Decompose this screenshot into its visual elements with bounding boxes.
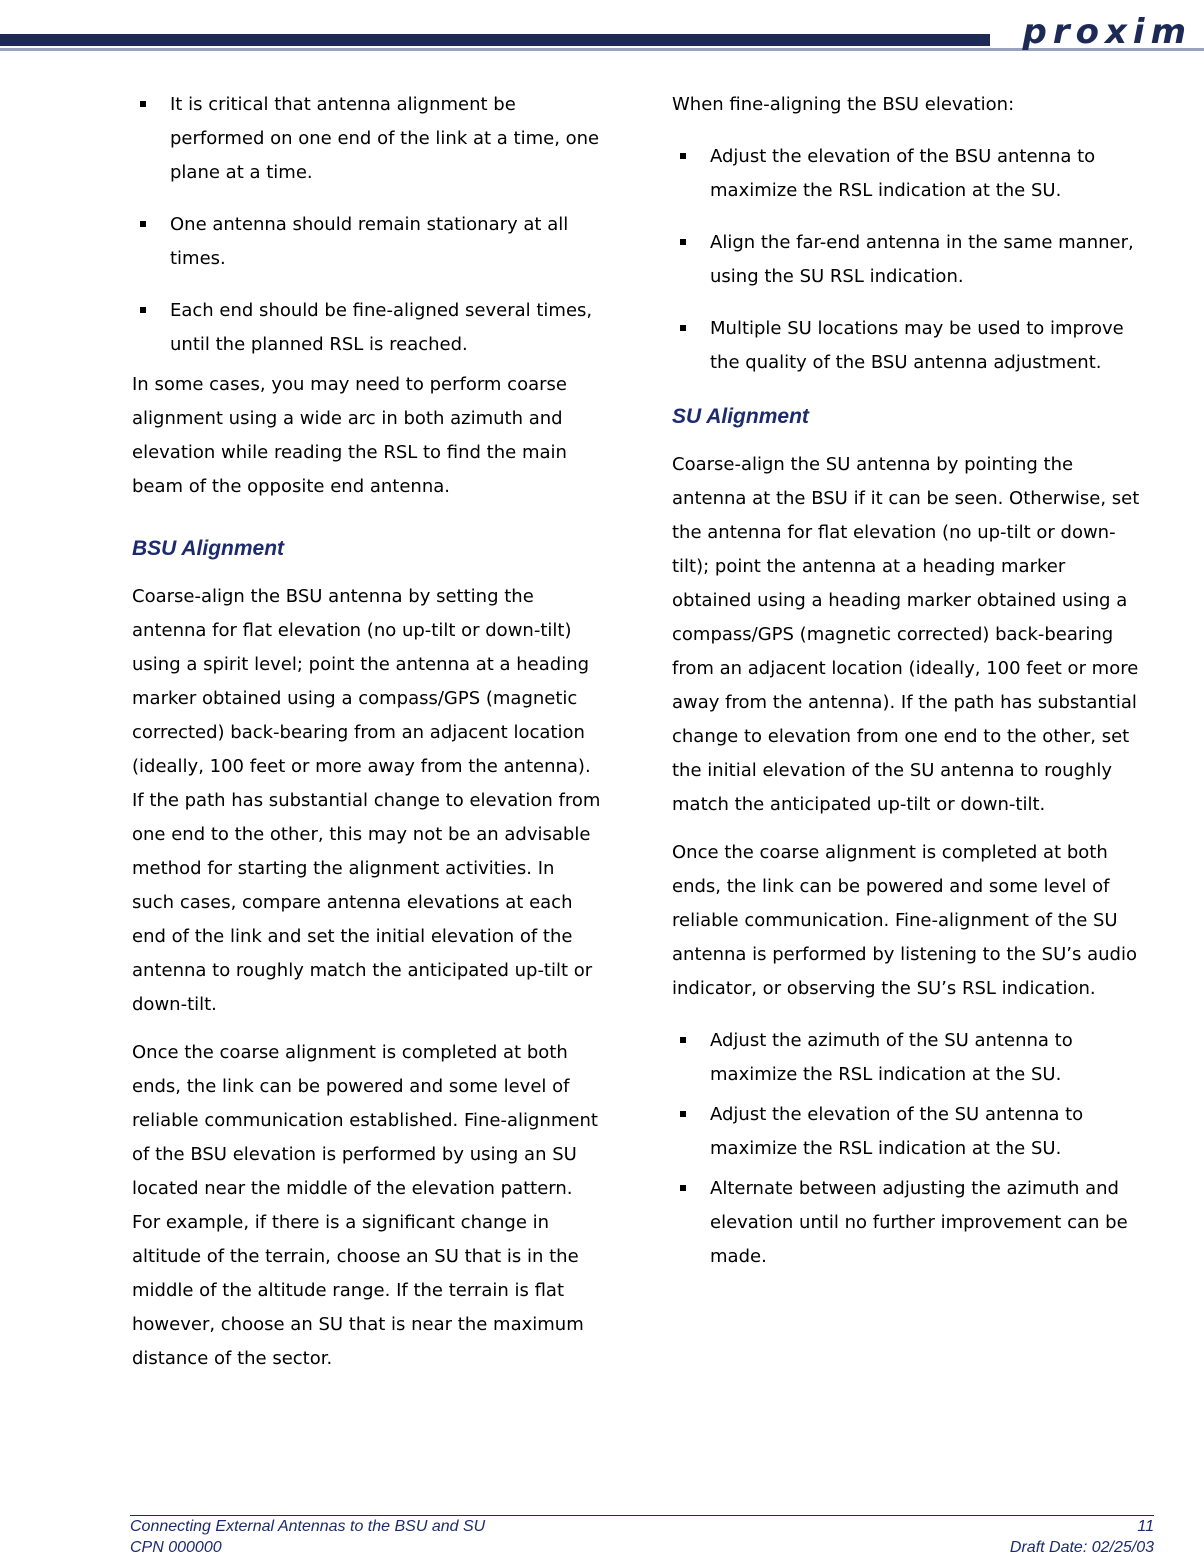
coarse-alignment-paragraph: In some cases, you may need to perform coarse alignment using a wide arc in both azimuth and elevation while reading the RSL to find the main beam of the opposite end antenna. bbox=[132, 374, 567, 497]
right-bullet: Adjust the elevation of the BSU antenna to maximize the RSL indication at the SU. bbox=[672, 140, 1144, 208]
right-bullet: Adjust the azimuth of the SU antenna to maximize the RSL indication at the SU. bbox=[672, 1024, 1144, 1092]
fine-align-intro: When fine-aligning the BSU elevation: bbox=[672, 94, 1015, 115]
footer-draft-date: Draft Date: 02/25/03 bbox=[1009, 1539, 1154, 1556]
bullet-square-icon bbox=[680, 325, 686, 331]
bsu-alignment-heading: BSU Alignment bbox=[132, 537, 285, 560]
left-bullet: Each end should be fine-aligned several times, until the planned RSL is reached. bbox=[132, 294, 602, 362]
right-bullet: Align the far-end antenna in the same manner, using the SU RSL indication. bbox=[672, 226, 1144, 294]
bsu-fine-paragraph: Once the coarse alignment is completed at both ends, the link can be powered and some level of reliable communication established. Fine-alignment of the BSU elevation is performed by using an SU located near the middle of the elevation pattern. For example, if there is a significant change in altitude of the terrain, choose an SU that is in the middle of the altitude range. If the terrain is flat however, choose an SU that is near the maximum distance of the sector. bbox=[132, 1042, 598, 1369]
page-number: 11 bbox=[1137, 1518, 1154, 1535]
su-alignment-heading: SU Alignment bbox=[672, 405, 809, 428]
proxim-logo: proxim bbox=[1022, 12, 1192, 52]
right-column bbox=[672, 88, 1144, 1292]
bullet-square-icon bbox=[140, 221, 146, 227]
footer-cpn: CPN 000000 bbox=[130, 1539, 222, 1556]
su-fine-paragraph: Once the coarse alignment is completed at both ends, the link can be powered and some level of reliable communication. Fine-alignment of the SU antenna is performed by listening to the SU’s audio indicator, or observing the SU’s RSL indication. bbox=[672, 842, 1137, 999]
su-coarse-paragraph: Coarse-align the SU antenna by pointing the antenna at the BSU if it can be seen. Otherwise, set the antenna for flat elevation (no up-tilt or down-tilt); point the antenna at a heading marker obtained using a heading marker obtained using a compass/GPS (magnetic corrected) back-bearing from an adjacent location (ideally, 100 feet or more away from the antenna). If the path has substantial change to elevation from one end to the other, set the initial elevation of the SU antenna to roughly match the anticipated up-tilt or down-tilt. bbox=[672, 454, 1140, 815]
footer-title: Connecting External Antennas to the BSU and SU bbox=[130, 1518, 486, 1535]
bullet-square-icon bbox=[680, 1111, 686, 1117]
left-bullet: It is critical that antenna alignment be performed on one end of the link at a time, one plane at a time. bbox=[132, 88, 602, 190]
bsu-coarse-paragraph: Coarse-align the BSU antenna by setting the antenna for flat elevation (no up-tilt or down-tilt) using a spirit level; point the antenna at a heading marker obtained using a compass/GPS (magnetic corrected) back-bearing from an adjacent location (ideally, 100 feet or more away from the antenna). If the path has substantial change to elevation from one end to the other, this may not be an advisable method for starting the alignment activities. In such cases, compare antenna elevations at each end of the link and set the initial elevation of the antenna to roughly match the anticipated up-tilt or down-tilt. bbox=[132, 586, 601, 1015]
right-bullet: Multiple SU locations may be used to improve the quality of the BSU antenna adjustment. bbox=[672, 312, 1144, 380]
bullet-square-icon bbox=[140, 307, 146, 313]
right-bullet: Adjust the elevation of the SU antenna to maximize the RSL indication at the SU. bbox=[672, 1098, 1144, 1166]
right-bullet: Alternate between adjusting the azimuth and elevation until no further improvement can be made. bbox=[672, 1172, 1144, 1274]
bullet-square-icon bbox=[680, 1037, 686, 1043]
bullet-square-icon bbox=[680, 239, 686, 245]
page-footer bbox=[130, 1515, 1154, 1558]
header-band bbox=[0, 0, 1204, 70]
bullet-square-icon bbox=[680, 153, 686, 159]
bullet-square-icon bbox=[680, 1185, 686, 1191]
left-bullet: One antenna should remain stationary at all times. bbox=[132, 208, 602, 276]
bullet-square-icon bbox=[140, 101, 146, 107]
left-column bbox=[132, 88, 602, 1390]
